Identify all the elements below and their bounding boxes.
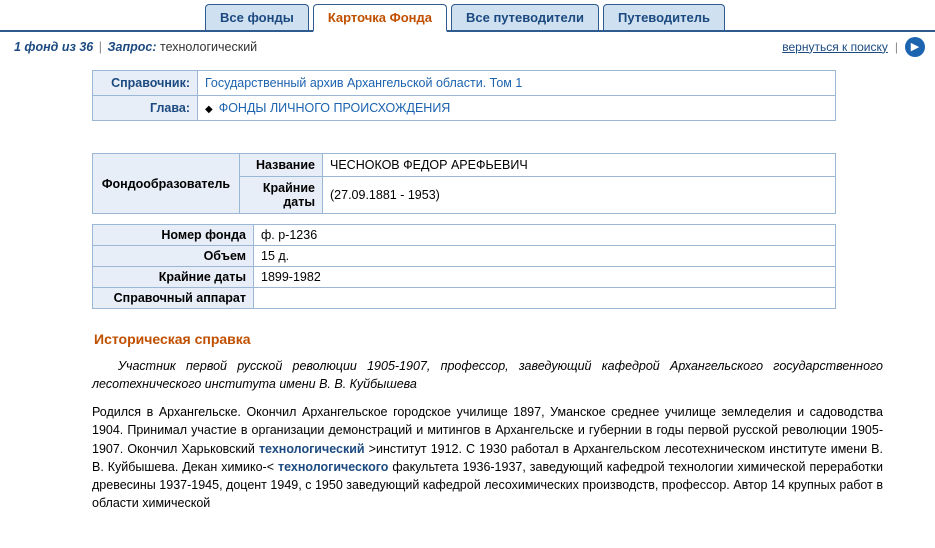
query-label: Запрос: bbox=[107, 39, 157, 54]
spacer bbox=[92, 214, 885, 224]
tab-guide[interactable]: Путеводитель bbox=[603, 4, 725, 30]
next-arrow-icon[interactable]: ▶ bbox=[905, 37, 925, 57]
spacer bbox=[92, 121, 885, 153]
history-highlight-2: технологического bbox=[277, 459, 389, 474]
query-summary bbox=[14, 40, 257, 54]
founder-name-value: ЧЕСНОКОВ ФЕДОР АРЕФЬЕВИЧ bbox=[323, 154, 836, 177]
tab-all-guides[interactable]: Все путеводители bbox=[451, 4, 599, 30]
query-status-bar bbox=[0, 32, 935, 58]
param-value-fund-number: ф. р-1236 bbox=[254, 225, 836, 246]
param-label-volume: Объем bbox=[93, 246, 254, 267]
separator: | bbox=[98, 39, 102, 54]
table-row bbox=[93, 246, 836, 267]
tab-bar bbox=[0, 0, 935, 32]
tab-fund-card[interactable]: Карточка Фонда bbox=[313, 4, 447, 32]
founder-name-label: Название bbox=[240, 154, 323, 177]
history-body-part-1: Родился в Архангельске. Окончил Архангельское городское училище 1897, Уманское среднее училище земледелия и садоводства 1904. Принимал участие в организации демонстраций и митингов в Архангельске и губернии в годы первой русской революции 1905-1907. Окончил Харьковский bbox=[92, 405, 883, 456]
founder-dates-label: Крайние даты bbox=[240, 177, 323, 214]
param-label-extreme-dates: Крайние даты bbox=[93, 267, 254, 288]
guide-reference-table bbox=[92, 70, 836, 121]
history-body bbox=[92, 403, 885, 512]
spravochnik-value[interactable]: Государственный архив Архангельской области. Том 1 bbox=[198, 71, 836, 96]
fund-params-table bbox=[92, 224, 836, 309]
founder-table bbox=[92, 153, 836, 214]
history-body-part-2: >институт 1912. С 1930 работал в Архангельском лесотехническом институте имени В. В. Куйбышева. Декан химико-< bbox=[92, 441, 883, 474]
glava-value-cell bbox=[198, 96, 836, 121]
back-to-search-link[interactable]: вернуться к поиску bbox=[782, 39, 888, 54]
query-value: технологический bbox=[159, 39, 258, 54]
param-value-volume: 15 д. bbox=[254, 246, 836, 267]
glava-value[interactable]: ФОНДЫ ЛИЧНОГО ПРОИСХОЖДЕНИЯ bbox=[218, 101, 451, 115]
param-label-reference-apparatus: Справочный аппарат bbox=[93, 288, 254, 309]
spravochnik-label: Справочник: bbox=[93, 71, 198, 96]
table-row bbox=[93, 267, 836, 288]
bullet-icon: ◆ bbox=[205, 104, 213, 115]
history-section-title: Историческая справка bbox=[94, 331, 251, 347]
history-body-part-3: факультета 1936-1937, заведующий кафедрой технологии химической переработки древесины 1937-1945, доцент 1949, с 1950 заведующий кафедрой лесохимических производств, профессор. Автор 14 крупных работ в области химической bbox=[92, 459, 883, 510]
history-highlight-1: технологический bbox=[258, 441, 365, 456]
fund-card-content bbox=[0, 58, 935, 512]
tab-all-funds[interactable]: Все фонды bbox=[205, 4, 309, 30]
table-row bbox=[93, 288, 836, 309]
query-actions bbox=[782, 37, 925, 57]
table-row bbox=[93, 154, 836, 177]
param-value-reference-apparatus bbox=[254, 288, 836, 309]
result-count: 1 фонд из 36 bbox=[14, 39, 94, 54]
history-subtitle: Участник первой русской революции 1905-1907, профессор, заведующий кафедрой Архангельского государственного лесотехнического института имени В. В. Куйбышева bbox=[92, 359, 883, 392]
founder-dates-value: (27.09.1881 - 1953) bbox=[323, 177, 836, 214]
glava-label: Глава: bbox=[93, 96, 198, 121]
param-value-extreme-dates: 1899-1982 bbox=[254, 267, 836, 288]
table-row bbox=[93, 225, 836, 246]
table-row bbox=[93, 71, 836, 96]
founder-header: Фондообразователь bbox=[93, 154, 240, 214]
separator: | bbox=[894, 39, 898, 54]
table-row bbox=[93, 96, 836, 121]
param-label-fund-number: Номер фонда bbox=[93, 225, 254, 246]
